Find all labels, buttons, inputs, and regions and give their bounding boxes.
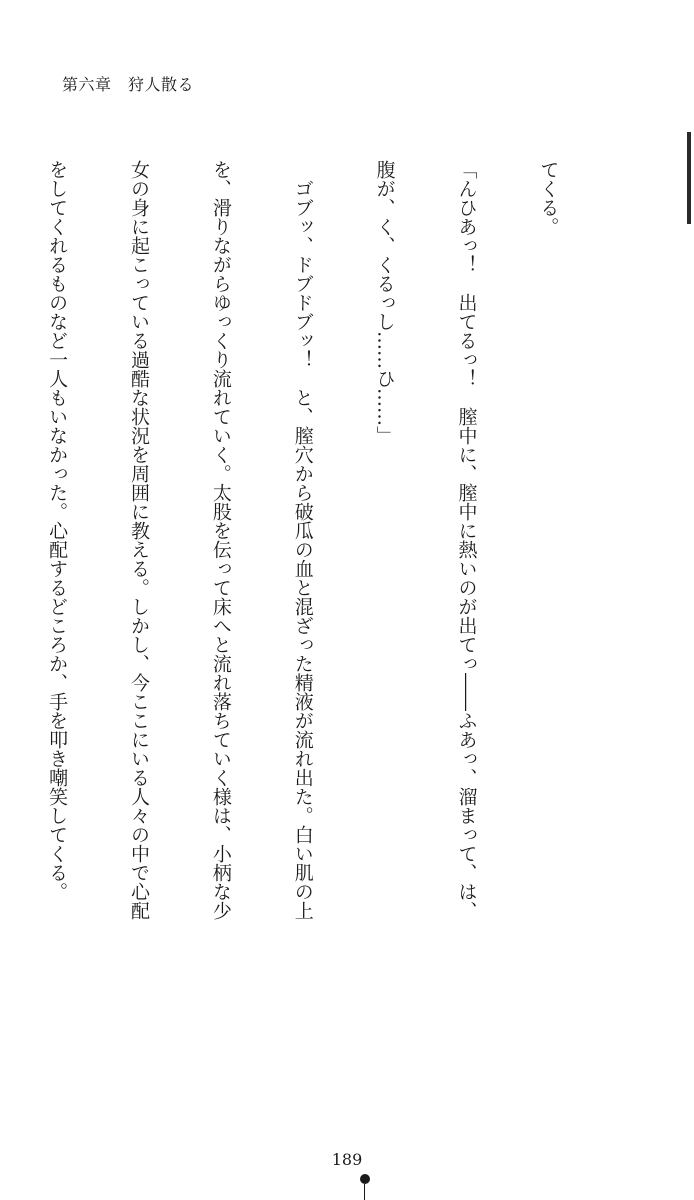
text-line: てくる。 [537, 160, 560, 236]
text-line: 女の身に起こっている過酷な状況を周囲に教える。しかし、今ここにいる人々の中で心配 [127, 160, 150, 920]
text-line: を、滑りながらゆっくり流れていく。太股を伝って床へと流れ落ちていく様は、小柄な少 [209, 160, 232, 920]
folio-dot-ornament [360, 1174, 370, 1184]
text-line: 「んひあっ！ 出てるっ！ 膣中に、膣中に熱いのが出てっ――ふあっ、溜まって、は、 [455, 160, 478, 920]
running-head: 第六章 狩人散る [62, 75, 195, 94]
text-line: ゴブッ、ドブドブッ！ と、膣穴から破瓜の血と混ざった精液が流れ出た。白い肌の上 [291, 160, 314, 920]
body-text [0, 160, 616, 1020]
folio-rule-ornament [364, 1184, 365, 1200]
text-line: 腹が、く、くるっし……ひ……」 [373, 160, 396, 445]
page-number: 189 [331, 1150, 363, 1169]
page-edge-mark [687, 132, 691, 224]
text-line: をしてくれるものなど一人もいなかった。心配するどころか、手を叩き嘲笑してくる。 [46, 160, 69, 901]
